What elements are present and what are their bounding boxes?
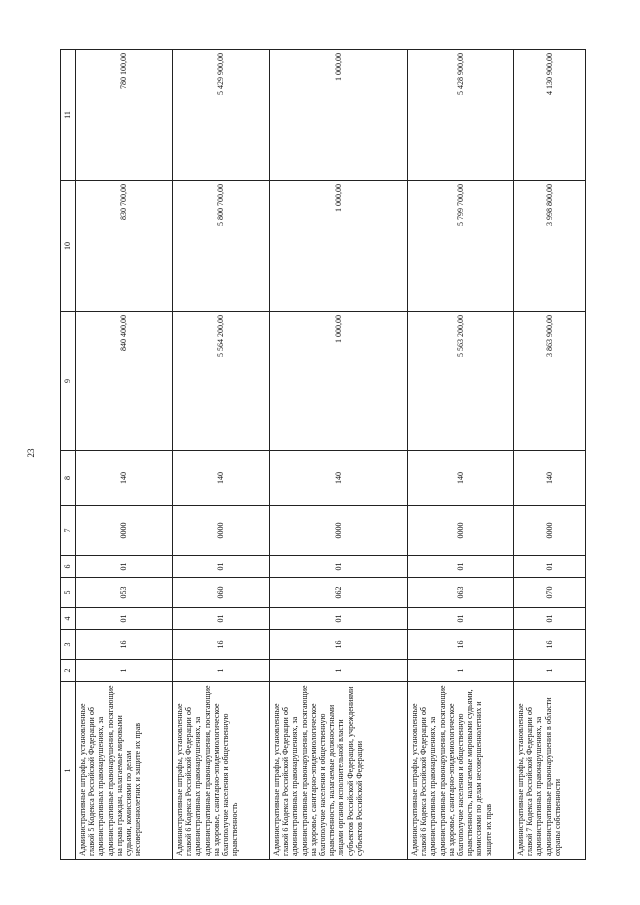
cell: 0000 xyxy=(408,506,514,556)
cell-amount: 5 564 200,00 xyxy=(173,312,270,451)
cell: 1 xyxy=(76,660,173,682)
cell: 140 xyxy=(514,451,586,506)
cell: 063 xyxy=(408,578,514,608)
cell-amount: 3 863 900,00 xyxy=(514,312,586,451)
table-row xyxy=(270,50,408,860)
cell: 0000 xyxy=(173,506,270,556)
cell: 060 xyxy=(173,578,270,608)
cell: 1 xyxy=(408,660,514,682)
cell: 16 xyxy=(408,630,514,660)
cell-amount: 1 000,00 xyxy=(270,181,408,312)
column-header: 10 xyxy=(61,181,76,312)
cell-amount: 830 700,00 xyxy=(76,181,173,312)
cell: 01 xyxy=(408,556,514,578)
cell: 062 xyxy=(270,578,408,608)
rotated-page-content xyxy=(60,50,580,860)
cell-amount: 4 130 900,00 xyxy=(514,50,586,181)
cell: 01 xyxy=(76,556,173,578)
column-header: 6 xyxy=(61,556,76,578)
cell-amount: 1 000,00 xyxy=(270,50,408,181)
column-header: 4 xyxy=(61,608,76,630)
cell: 01 xyxy=(173,556,270,578)
cell: 053 xyxy=(76,578,173,608)
column-header: 8 xyxy=(61,451,76,506)
cell: 16 xyxy=(76,630,173,660)
cell: 1 xyxy=(270,660,408,682)
cell-amount: 5 800 700,00 xyxy=(173,181,270,312)
cell-amount: 5 429 900,00 xyxy=(173,50,270,181)
cell: 01 xyxy=(173,608,270,630)
table-row xyxy=(173,50,270,860)
table-row xyxy=(76,50,173,860)
cell: 01 xyxy=(514,608,586,630)
cell: 01 xyxy=(76,608,173,630)
page-number: 23 xyxy=(26,448,36,458)
table-row xyxy=(514,50,586,860)
cell: 16 xyxy=(270,630,408,660)
cell-amount: 5 563 200,00 xyxy=(408,312,514,451)
cell-amount: 780 100,00 xyxy=(76,50,173,181)
row-name: Административные штрафы, установленные главой 5 Кодекса Российской Федерации об административных правонарушениях, за административные правонарушения, посягающие на права граждан, налагаемые мировыми судьями, комиссиями по делам несовершеннолетних и защите их прав xyxy=(76,682,173,860)
cell: 0000 xyxy=(76,506,173,556)
revenue-table xyxy=(60,49,586,860)
cell: 16 xyxy=(514,630,586,660)
cell: 140 xyxy=(408,451,514,506)
cell-amount: 840 400,00 xyxy=(76,312,173,451)
cell-amount: 3 998 800,00 xyxy=(514,181,586,312)
column-header: 11 xyxy=(61,50,76,181)
column-header: 1 xyxy=(61,682,76,860)
row-name: Административные штрафы, установленные главой 7 Кодекса Российской Федерации об административных правонарушениях, за административные правонарушения в области охраны собственности xyxy=(514,682,586,860)
cell-amount: 5 428 900,00 xyxy=(408,50,514,181)
cell-amount: 1 000,00 xyxy=(270,312,408,451)
cell: 0000 xyxy=(514,506,586,556)
column-header: 5 xyxy=(61,578,76,608)
row-name: Административные штрафы, установленные главой 6 Кодекса Российской Федерации об административных правонарушениях, за административные правонарушения, посягающие на здоровье, санитарно-эпидемиологическое благополучие населения и общественную нравственность, налагаемые мировыми судьями, комиссиями по делам несовершеннолетних и защите их прав xyxy=(408,682,514,860)
cell: 140 xyxy=(173,451,270,506)
cell: 16 xyxy=(173,630,270,660)
row-name: Административные штрафы, установленные главой 6 Кодекса Российской Федерации об административных правонарушениях, за административные правонарушения, посягающие на здоровье, санитарно-эпидемиологическое благополучие населения и общественную нравственность xyxy=(173,682,270,860)
column-header: 7 xyxy=(61,506,76,556)
cell: 140 xyxy=(76,451,173,506)
table-header-row xyxy=(61,50,76,860)
column-header: 3 xyxy=(61,630,76,660)
column-header: 9 xyxy=(61,312,76,451)
table-row xyxy=(408,50,514,860)
cell-amount: 5 799 700,00 xyxy=(408,181,514,312)
cell: 01 xyxy=(408,608,514,630)
cell: 1 xyxy=(173,660,270,682)
cell: 1 xyxy=(514,660,586,682)
cell: 070 xyxy=(514,578,586,608)
cell: 01 xyxy=(270,608,408,630)
cell: 140 xyxy=(270,451,408,506)
row-name: Административные штрафы, установленные главой 6 Кодекса Российской Федерации об административных правонарушениях, за административные правонарушения, посягающие на здоровье, санитарно-эпидемиологическое благополучие населения и общественную нравственность, налагаемые должностными лицами органов исполнительной власти субъектов Российской Федерации, учреждениями субъектов Российской Федерации xyxy=(270,682,408,860)
cell: 01 xyxy=(514,556,586,578)
column-header: 2 xyxy=(61,660,76,682)
cell: 0000 xyxy=(270,506,408,556)
cell: 01 xyxy=(270,556,408,578)
